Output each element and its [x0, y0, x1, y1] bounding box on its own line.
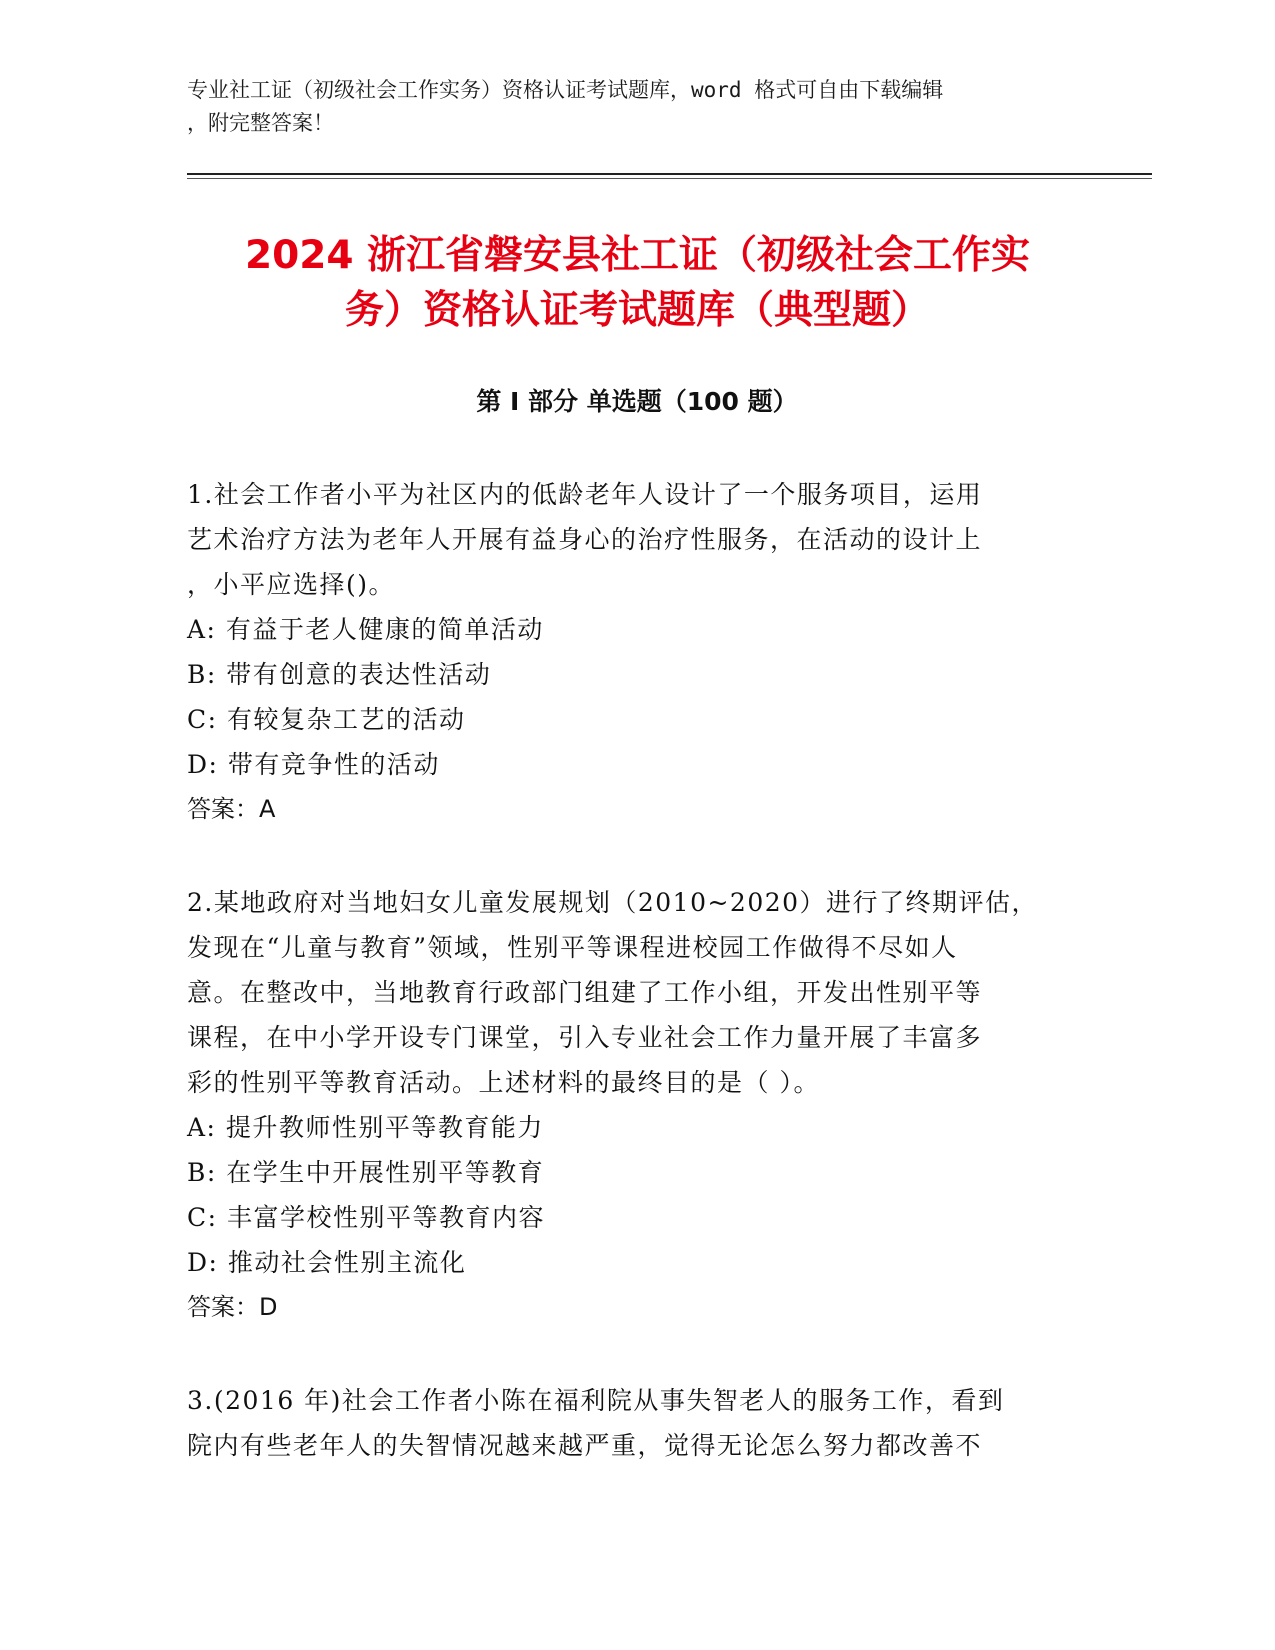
- document-title-line: 2024 浙江省磐安县社工证（初级社会工作实: [244, 233, 1031, 278]
- header-note: [187, 74, 1067, 140]
- document-title: [150, 228, 1125, 338]
- question-list: [187, 472, 1087, 1516]
- header-note-line: 专业社工证（初级社会工作实务）资格认证考试题库，word 格式可自由下载编辑: [187, 78, 944, 102]
- question-stem-line: 2.某地政府对当地妇女儿童发展规划（2010~2020）进行了终期评估，: [187, 888, 1039, 917]
- question-stem-line: 课程，在中小学开设专门课堂，引入专业社会工作力量开展了丰富多: [187, 1023, 983, 1052]
- header-divider-thick: [187, 173, 1152, 175]
- question-1: [187, 472, 1087, 832]
- option-c: C: 丰富学校性别平等教育内容: [187, 1203, 545, 1232]
- answer: 答案：A: [187, 795, 276, 823]
- section-title: 第 I 部分 单选题（100 题）: [476, 387, 798, 416]
- option-b: B: 带有创意的表达性活动: [187, 660, 492, 689]
- question-stem-line: 3.(2016 年)社会工作者小陈在福利院从事失智老人的服务工作，看到: [187, 1386, 1005, 1415]
- option-d: D: 推动社会性别主流化: [187, 1248, 467, 1277]
- question-stem: [187, 880, 1087, 1105]
- question-3: [187, 1378, 1087, 1468]
- question-stem-line: 艺术治疗方法为老年人开展有益身心的治疗性服务，在活动的设计上: [187, 525, 983, 554]
- header-divider-thin: [187, 178, 1152, 179]
- question-stem-line: 院内有些老年人的失智情况越来越严重，觉得无论怎么努力都改善不: [187, 1431, 983, 1460]
- question-stem: [187, 1378, 1087, 1468]
- option-c: C: 有较复杂工艺的活动: [187, 705, 466, 734]
- header-note-line: ，附完整答案！: [187, 111, 334, 135]
- option-a: A: 提升教师性别平等教育能力: [187, 1113, 544, 1142]
- option-a: A: 有益于老人健康的简单活动: [187, 615, 544, 644]
- question-2: [187, 880, 1087, 1330]
- question-stem-line: 1.社会工作者小平为社区内的低龄老年人设计了一个服务项目，运用: [187, 480, 983, 509]
- document-title-line: 务）资格认证考试题库（典型题）: [344, 288, 930, 333]
- question-stem: [187, 472, 1087, 607]
- option-d: D: 带有竞争性的活动: [187, 750, 440, 779]
- question-stem-line: 彩的性别平等教育活动。上述材料的最终目的是（ ）。: [187, 1068, 820, 1097]
- question-stem-line: 意。在整改中，当地教育行政部门组建了工作小组，开发出性别平等: [187, 978, 983, 1007]
- answer: 答案：D: [187, 1293, 278, 1321]
- question-stem-line: ，小平应选择()。: [187, 570, 396, 599]
- option-b: B: 在学生中开展性别平等教育: [187, 1158, 545, 1187]
- question-stem-line: 发现在“儿童与教育”领域，性别平等课程进校园工作做得不尽如人: [187, 933, 958, 962]
